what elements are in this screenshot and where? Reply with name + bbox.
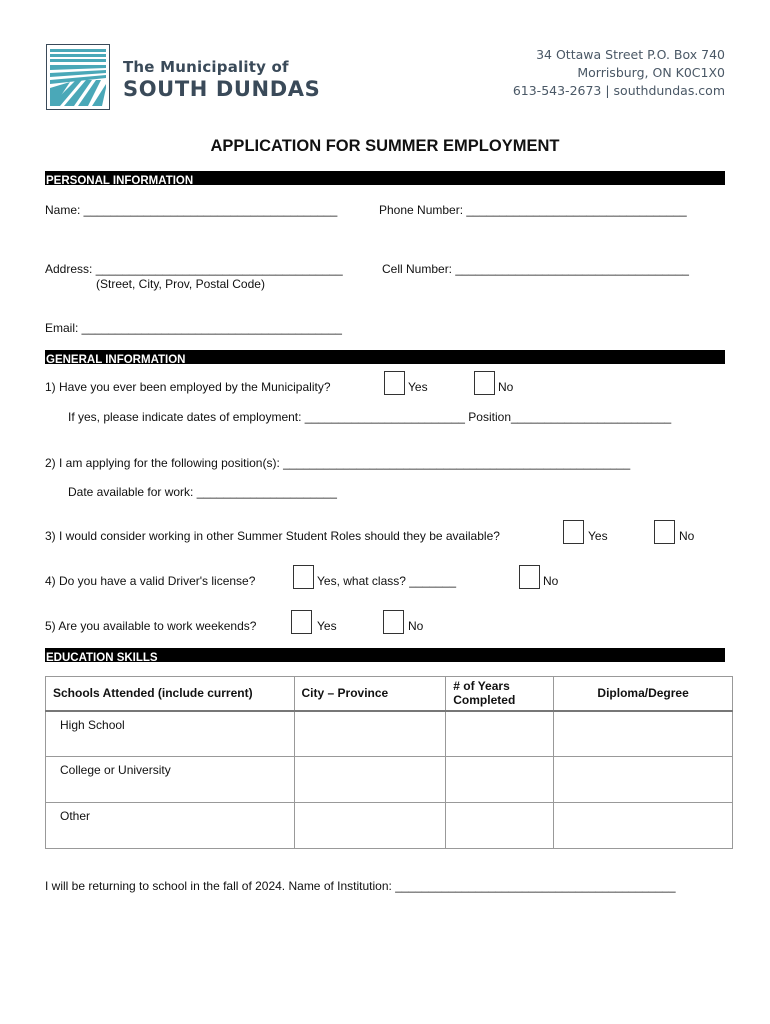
contact-address [513, 46, 725, 100]
table-cell[interactable] [554, 711, 733, 757]
table-row [46, 803, 733, 849]
table-cell[interactable] [446, 711, 554, 757]
institution-field[interactable]: I will be returning to school in the fall of 2024. Name of Institution: __________________________________________ [45, 879, 676, 893]
table-cell[interactable] [446, 757, 554, 803]
address-field[interactable]: Address: _____________________________________ [45, 262, 343, 276]
q5-yes-checkbox[interactable] [291, 610, 312, 634]
q3-yes-label: Yes [588, 529, 608, 543]
org-line-1: The Municipality of [123, 58, 289, 76]
table-cell[interactable] [294, 757, 446, 803]
q4-yes-label[interactable]: Yes, what class? _______ [317, 574, 456, 588]
section-bar-education [45, 648, 725, 662]
q5-yes-label: Yes [317, 619, 337, 633]
organization-name [123, 58, 320, 101]
table-header-row [46, 677, 733, 711]
table-cell[interactable] [554, 757, 733, 803]
q4-no-checkbox[interactable] [519, 565, 540, 589]
q4-yes-checkbox[interactable] [293, 565, 314, 589]
q1-yes-label: Yes [408, 380, 428, 394]
question-4: 4) Do you have a valid Driver's license? [45, 574, 256, 588]
header-years-text: # of Years Completed [453, 679, 516, 708]
address-hint: (Street, City, Prov, Postal Code) [96, 277, 265, 291]
address-line-3: 613-543-2673 | southdundas.com [512, 83, 725, 98]
q1-no-label: No [498, 380, 514, 394]
education-table [45, 676, 733, 849]
question-3: 3) I would consider working in other Summer Student Roles should they be available? [45, 529, 500, 543]
q5-no-label: No [408, 619, 424, 633]
header-diploma: Diploma/Degree [554, 677, 733, 711]
q4-no-label: No [543, 574, 559, 588]
row-label-college: College or University [46, 757, 295, 803]
table-cell[interactable] [554, 803, 733, 849]
row-label-high-school: High School [46, 711, 295, 757]
section-bar-general [45, 350, 725, 364]
page-title: APPLICATION FOR SUMMER EMPLOYMENT [210, 137, 560, 155]
table-cell[interactable] [294, 711, 446, 757]
email-field[interactable]: Email: _______________________________________ [45, 321, 342, 335]
address-line-2: Morrisburg, ON K0C1X0 [577, 65, 725, 80]
table-cell[interactable] [294, 803, 446, 849]
table-cell[interactable] [446, 803, 554, 849]
date-available-field[interactable]: Date available for work: _____________________ [68, 485, 337, 499]
section-title-education: EDUCATION SKILLS [46, 652, 158, 664]
header-city-province: City – Province [294, 677, 446, 711]
question-2-position-field[interactable]: 2) I am applying for the following position(s): ____________________________________________________ [45, 456, 631, 470]
header-years [446, 677, 554, 711]
phone-field[interactable]: Phone Number: _________________________________ [379, 203, 687, 217]
org-line-2: SOUTH DUNDAS [123, 77, 321, 101]
address-line-1: 34 Ottawa Street P.O. Box 740 [536, 47, 725, 62]
row-label-other: Other [46, 803, 295, 849]
q5-no-checkbox[interactable] [383, 610, 404, 634]
municipality-logo [46, 44, 110, 110]
header-schools: Schools Attended (include current) [46, 677, 295, 711]
section-bar-personal [45, 171, 725, 185]
q3-no-label: No [679, 529, 695, 543]
employment-dates-field[interactable]: If yes, please indicate dates of employment: ________________________ Position________________________ [68, 410, 672, 424]
cell-field[interactable]: Cell Number: ___________________________________ [382, 262, 689, 276]
section-title-general: GENERAL INFORMATION [46, 354, 186, 366]
q1-no-checkbox[interactable] [474, 371, 495, 395]
question-5: 5) Are you available to work weekends? [45, 619, 257, 633]
table-row [46, 757, 733, 803]
table-row [46, 711, 733, 757]
q3-yes-checkbox[interactable] [563, 520, 584, 544]
section-title-personal: PERSONAL INFORMATION [46, 175, 194, 187]
q3-no-checkbox[interactable] [654, 520, 675, 544]
question-1: 1) Have you ever been employed by the Municipality? [45, 380, 331, 394]
name-field[interactable]: Name: ______________________________________ [45, 203, 338, 217]
q1-yes-checkbox[interactable] [384, 371, 405, 395]
